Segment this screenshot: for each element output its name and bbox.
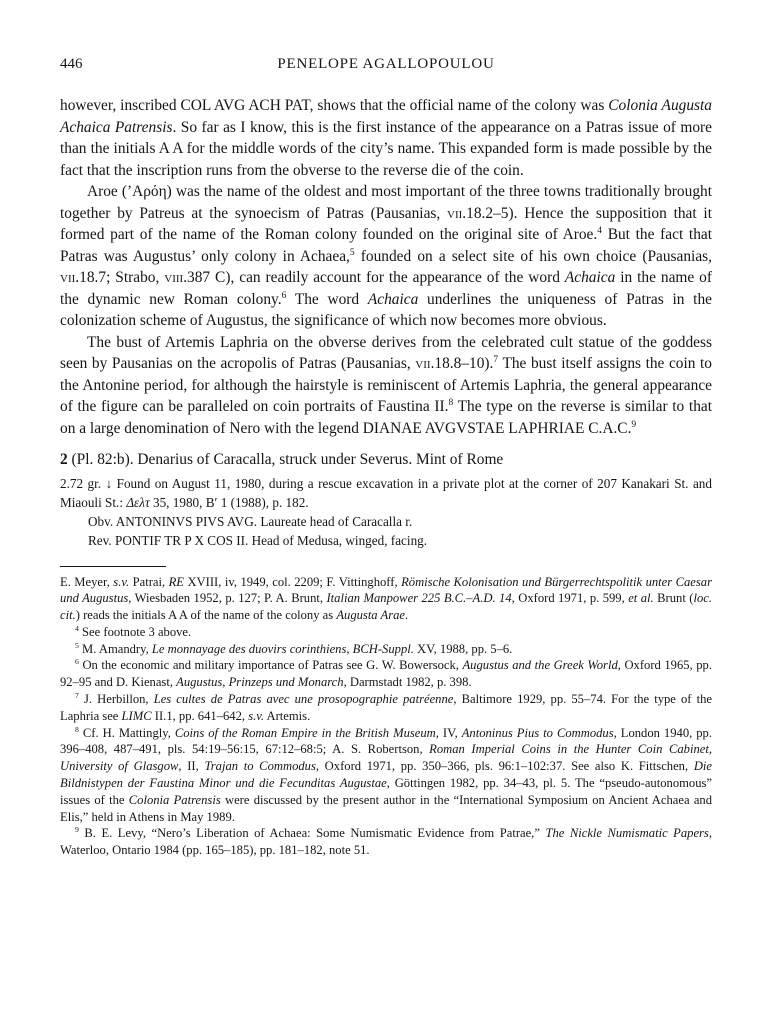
- text-run: ) reads the initials A A of the name of the colony as: [75, 608, 337, 623]
- footnote-ref: 5: [75, 640, 79, 650]
- text-run: Achaica: [564, 269, 616, 286]
- footnote-ref: 9: [631, 418, 637, 430]
- footnote-4: [60, 624, 712, 641]
- text-run: loc. cit.: [60, 591, 712, 623]
- article-body: [60, 95, 712, 439]
- text-run: XV, 1988, pp. 5–6.: [413, 641, 513, 656]
- text-run: Trajan to Commodus: [204, 759, 316, 774]
- text-run: 2: [60, 451, 68, 468]
- text-run: , IV,: [435, 725, 462, 740]
- text-run: founded on a select site of his own choice (Pausanias,: [354, 247, 712, 265]
- text-run: But the fact that Patras was Augustus’ only colony in Achaea,: [60, 226, 712, 265]
- text-run: Die Bildnistypen der Faustina Minor und die Fecunditas Augustae: [60, 759, 712, 791]
- text-run: XVIII, iv, 1949, col. 2209; F. Vittinghoff,: [184, 574, 402, 589]
- text-run: , Oxford 1965, pp. 92–95 and D. Kienast,: [60, 658, 712, 690]
- text-run: in the name of the dynamic new Roman colony.: [60, 269, 712, 308]
- text-run: , II,: [178, 759, 205, 774]
- text-run: Italian Manpower 225 B.C.–A.D. 14: [326, 591, 512, 606]
- text-run: Patrai,: [129, 574, 169, 589]
- footnote-ref: 5: [349, 246, 355, 258]
- text-run: Augustus, Prinzeps und Monarch: [176, 675, 344, 690]
- footnote-ref: 8: [75, 724, 79, 734]
- text-run: The bust itself assigns the coin to the Antonine period, for although the hairstyle is reminiscent of Artemis Laphria, the general appearance of the figure can be paralleled on coin portraits of Faustina II.: [60, 355, 712, 415]
- text-run: vii: [447, 204, 463, 222]
- text-run: , Darmstadt 1982, p. 398.: [343, 675, 472, 690]
- paragraph-colony-name: [60, 95, 712, 181]
- text-run: .387 C), can readily account for the appearance of the word: [183, 269, 565, 286]
- footnote-6: [60, 657, 712, 691]
- text-run: II.1, pp. 641–642,: [151, 708, 249, 723]
- page-header: [60, 56, 712, 73]
- text-run: Colonia Patrensis: [128, 792, 221, 807]
- footnotes-section: [60, 566, 712, 860]
- text-run: underlines the uniqueness of Patras in the colonization scheme of Augustus, the significance of which now becomes more obvious.: [60, 290, 712, 329]
- footnote-3-continuation: [60, 574, 712, 624]
- text-run: Obv. ANTONINVS PIVS AVG. Laureate head of Caracalla r.: [88, 513, 413, 529]
- text-run: Rev. PONTIF TR P X COS II. Head of Medusa, winged, facing.: [88, 532, 428, 548]
- text-run: Coins of the Roman Empire in the British Museum: [174, 725, 436, 740]
- text-run: .18.7; Strabo,: [75, 269, 165, 286]
- text-run: , Baltimore 1929, pp. 55–74. For the type of the Laphria see: [60, 692, 712, 723]
- footnote-ref: 9: [75, 825, 79, 835]
- text-run: Augustus and the Greek World: [462, 658, 618, 673]
- footnote-5: [60, 641, 712, 658]
- text-run: The Nickle Numismatic Papers: [545, 826, 709, 841]
- paragraph-artemis-laphria: [60, 332, 712, 440]
- text-run: however, inscribed COL AVG ACH PAT, shows that the official name of the colony was: [60, 97, 609, 114]
- text-run: . So far as I know, this is the first instance of the appearance on a Patras issue of more than the initials A A for the middle words of the city’s name. This expanded form is made possible by the fact that the inscription runs from the obverse to the reverse die of the coin.: [60, 118, 712, 179]
- text-run: Augusta Arae: [336, 608, 406, 623]
- text-run: , Wiesbaden 1952, p. 127; P. A. Brunt,: [128, 591, 327, 606]
- text-run: J. Herbillon,: [78, 692, 154, 707]
- text-run: Brunt (: [653, 591, 694, 606]
- catalog-entry-heading: [60, 449, 712, 471]
- text-run: The word: [286, 290, 368, 308]
- paragraph-aroe: [60, 181, 712, 332]
- text-run: , London 1940, pp. 396–408, 487–491, pls. 54:19–56:15, 67:12–68:5; A. S. Robertson,: [60, 725, 712, 757]
- text-run: Artemis.: [264, 708, 311, 723]
- text-run: .18.2–5). Hence the supposition that it formed part of the name of the Roman colony founded on the original site of Aroe.: [60, 204, 712, 243]
- text-run: The type on the reverse is similar to that on a large denomination of Nero with the legend DIANAE AVGVSTAE LAPHRIAE C.A.C.: [60, 398, 712, 437]
- text-run: 35, 1980, Β′ 1 (1988), p. 182.: [149, 494, 309, 510]
- footnote-separator: [60, 566, 166, 567]
- text-run: .18.8–10).: [430, 355, 494, 372]
- text-run: RE: [168, 574, 184, 589]
- text-run: viii: [164, 269, 184, 286]
- catalog-obverse: [60, 512, 712, 531]
- text-run: LIMC: [121, 708, 152, 723]
- footnote-8: [60, 725, 712, 826]
- text-run: et al.: [628, 591, 654, 606]
- text-run: , Göttingen 1982, pp. 34–43, pl. 5. The “pseudo-autonomous” issues of the: [60, 776, 712, 807]
- text-run: , Oxford 1971, p. 599,: [511, 591, 629, 606]
- text-run: B. E. Levy, “Nero’s Liberation of Achaea: Some Numismatic Evidence from Patrae,”: [78, 826, 546, 841]
- footnote-ref: 7: [493, 353, 499, 365]
- text-run: Les cultes de Patras avec une prosopographie patréenne: [153, 692, 454, 707]
- text-run: Roman Imperial Coins in the Hunter Coin Cabinet, University of Glasgow: [60, 742, 712, 774]
- text-run: M. Amandry,: [78, 641, 152, 656]
- text-run: .: [405, 608, 409, 623]
- text-run: , Oxford 1971, pp. 350–366, pls. 96:1–102:37. See also K. Fittschen,: [315, 759, 694, 774]
- footnote-7: [60, 691, 712, 725]
- footnote-ref: 7: [75, 690, 79, 700]
- text-run: Römische Kolonisation und Bürgerrechtspolitik unter Caesar und Augustus: [60, 574, 712, 606]
- footnote-ref: 4: [597, 224, 603, 236]
- text-run: See footnote 3 above.: [78, 624, 192, 639]
- text-run: (Pl. 82:b). Denarius of Caracalla, struck under Severus. Mint of Rome: [67, 451, 504, 468]
- footnote-9: [60, 825, 712, 859]
- footnote-ref: 6: [281, 289, 287, 301]
- catalog-entry: [60, 449, 712, 550]
- text-run: s.v.: [248, 708, 265, 723]
- footnote-ref: 4: [75, 623, 79, 633]
- text-run: E. Meyer,: [60, 574, 114, 589]
- text-run: Cf. H. Mattingly,: [78, 725, 175, 740]
- text-run: Achaica: [367, 290, 419, 308]
- text-run: On the economic and military importance of Patras see G. W. Bowersock,: [78, 658, 463, 673]
- text-run: were discussed by the present author in the “International Symposium on Ancient Achaea and Elis,” held in Athens in May 1989.: [60, 792, 712, 824]
- text-run: Le monnayage des duovirs corinthiens, BCH-Suppl.: [151, 641, 414, 656]
- text-run: s.v.: [113, 574, 130, 589]
- page-number: 446: [60, 56, 83, 72]
- catalog-provenance: [60, 474, 712, 512]
- text-run: , Waterloo, Ontario 1984 (pp. 165–185), pp. 181–182, note 51.: [60, 826, 712, 858]
- text-run: Δελτ: [126, 494, 150, 510]
- text-run: The bust of Artemis Laphria on the obverse derives from the celebrated cult statue of the goddess seen by Pausanias on the acropolis of Patras (Pausanias,: [60, 333, 712, 372]
- catalog-reverse: [60, 531, 712, 550]
- text-run: vii: [60, 269, 76, 286]
- text-run: Aroe (’Αρόη) was the name of the oldest and most important of the three towns traditionally brought together by Patreus at the synoecism of Patras (Pausanias,: [60, 183, 712, 222]
- text-run: 2.72 gr. ↓ Found on August 11, 1980, during a rescue excavation in a private plot at the corner of 207 Kanakari St. and Miaouli St.:: [60, 475, 712, 510]
- footnote-ref: 8: [448, 396, 454, 408]
- text-run: vii: [415, 355, 431, 372]
- text-run: Antoninus Pius to Commodus: [461, 725, 614, 740]
- footnote-ref: 6: [75, 657, 79, 667]
- running-title: PENELOPE AGALLOPOULOU: [277, 56, 495, 72]
- text-run: Colonia Augusta Achaica Patrensis: [60, 97, 713, 136]
